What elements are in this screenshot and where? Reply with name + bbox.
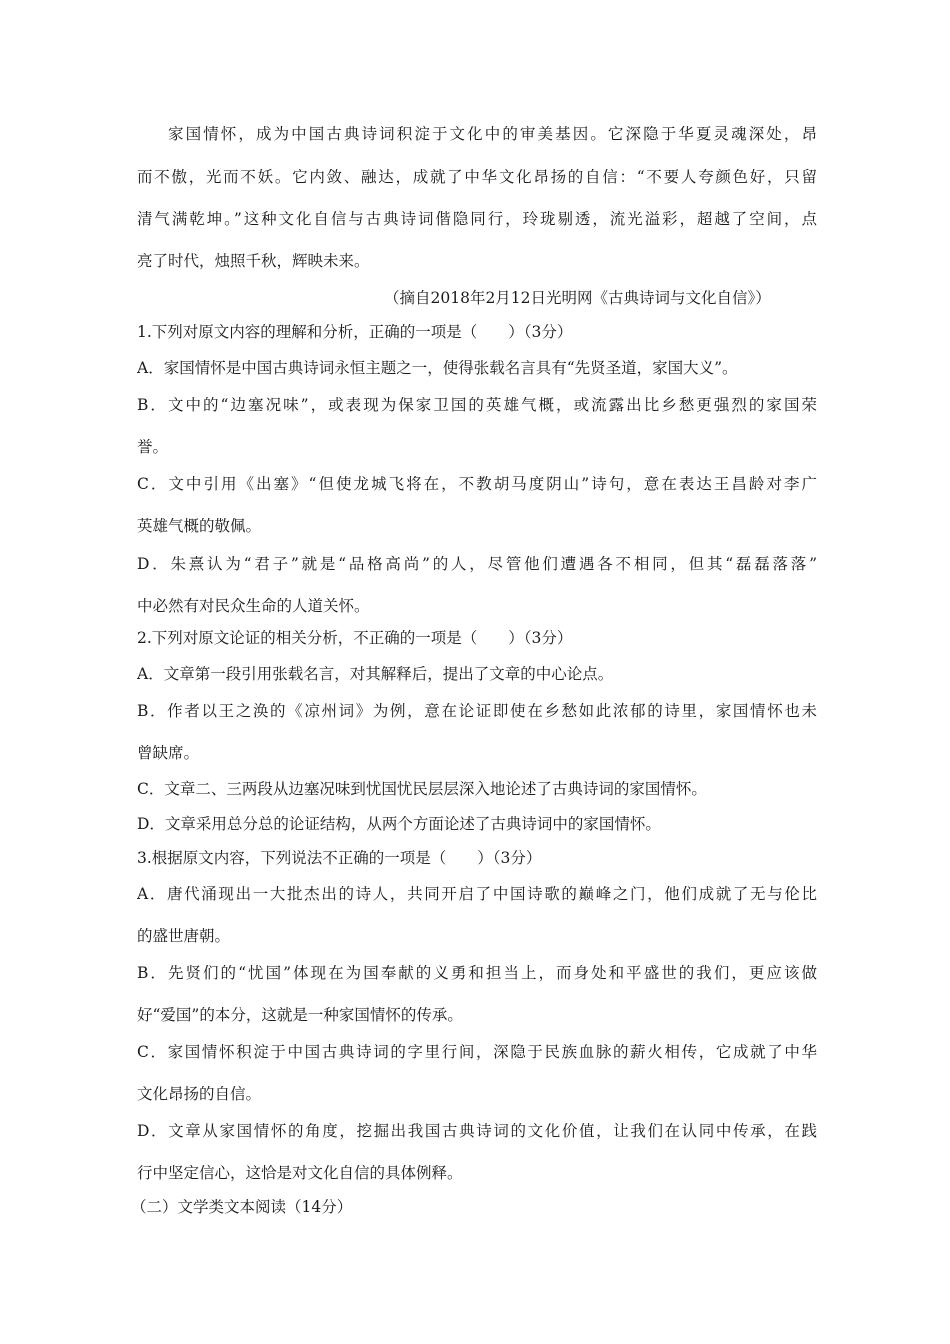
option-b: B．文中的“边塞况味”，或表现为保家卫国的英雄气概，或流露出比乡愁更强烈的家国荣 xyxy=(137,396,817,414)
question-stem: 1.下列对原文内容的理解和分析，正确的一项是（ ）（3分） xyxy=(137,323,573,341)
option-b-cont: 曾缺席。 xyxy=(137,744,200,762)
option-a: A．文章第一段引用张载名言，对其解释后，提出了文章的中心论点。 xyxy=(137,665,614,683)
option-d: D．文章采用总分总的论证结构，从两个方面论述了古典诗词中的家国情怀。 xyxy=(137,815,661,833)
option-c: C．文中引用《出塞》“但使龙城飞将在，不教胡马度阴山”诗句，意在表达王昌龄对李广 xyxy=(137,475,817,493)
option-b-cont: 好“爱国”的本分，这就是一种家国情怀的传承。 xyxy=(137,1006,463,1024)
option-b: B．作者以王之涣的《凉州词》为例，意在论证即使在乡愁如此浓郁的诗里，家国情怀也未 xyxy=(137,702,817,720)
question-stem: 3.根据原文内容，下列说法不正确的一项是（ ）（3分） xyxy=(137,849,542,867)
passage-line: 而不傲，光而不妖。它内敛、融达，成就了中华文化昂扬的自信：“不要人夸颜色好，只留 xyxy=(137,168,817,186)
passage-line: 清气满乾坤。”这种文化自信与古典诗词偕隐同行，玲珑剔透，流光溢彩，超越了空间，点 xyxy=(137,210,817,228)
option-a-cont: 的盛世唐朝。 xyxy=(137,927,231,945)
option-c-cont: 英雄气概的敬佩。 xyxy=(137,517,262,535)
option-d-cont: 中必然有对民众生命的人道关怀。 xyxy=(137,597,370,615)
option-b: B．先贤们的“忧国”体现在为国奉献的义勇和担当上，而身处和平盛世的我们，更应该做 xyxy=(137,964,817,982)
option-c: C．文章二、三两段从边塞况味到忧国忧民层层深入地论述了古典诗词的家国情怀。 xyxy=(137,780,707,798)
passage-line: 亮了时代，烛照千秋，辉映未来。 xyxy=(137,252,370,270)
option-d-cont: 行中坚定信心，这恰是对文化自信的具体例释。 xyxy=(137,1164,463,1182)
option-b-cont: 誉。 xyxy=(137,438,169,456)
option-a: A．唐代涌现出一大批杰出的诗人，共同开启了中国诗歌的巅峰之门，他们成就了无与伦比 xyxy=(137,885,817,903)
passage-source: （摘自2018年2月12日光明网《古典诗词与文化自信》） xyxy=(384,289,771,307)
option-d: D．文章从家国情怀的角度，挖掘出我国古典诗词的文化价值，让我们在认同中传承，在践 xyxy=(137,1122,817,1140)
option-a: A．家国情怀是中国古典诗词永恒主题之一，使得张载名言具有“先贤圣道，家国大义”。 xyxy=(137,359,738,377)
option-c-cont: 文化昂扬的自信。 xyxy=(137,1085,262,1103)
option-d: D．朱熹认为“君子”就是“品格高尚”的人，尽管他们遭遇各不相同，但其“磊磊落落” xyxy=(137,555,817,573)
option-c: C．家国情怀积淀于中国古典诗词的字里行间，深隐于民族血脉的薪火相传，它成就了中华 xyxy=(137,1043,817,1061)
question-stem: 2.下列对原文论证的相关分析，不正确的一项是（ ）（3分） xyxy=(137,629,573,647)
passage-line: 家国情怀，成为中国古典诗词积淀于文化中的审美基因。它深隐于华夏灵魂深处，昂 xyxy=(168,125,817,143)
section-heading: （二）文学类文本阅读（14分） xyxy=(131,1198,353,1216)
